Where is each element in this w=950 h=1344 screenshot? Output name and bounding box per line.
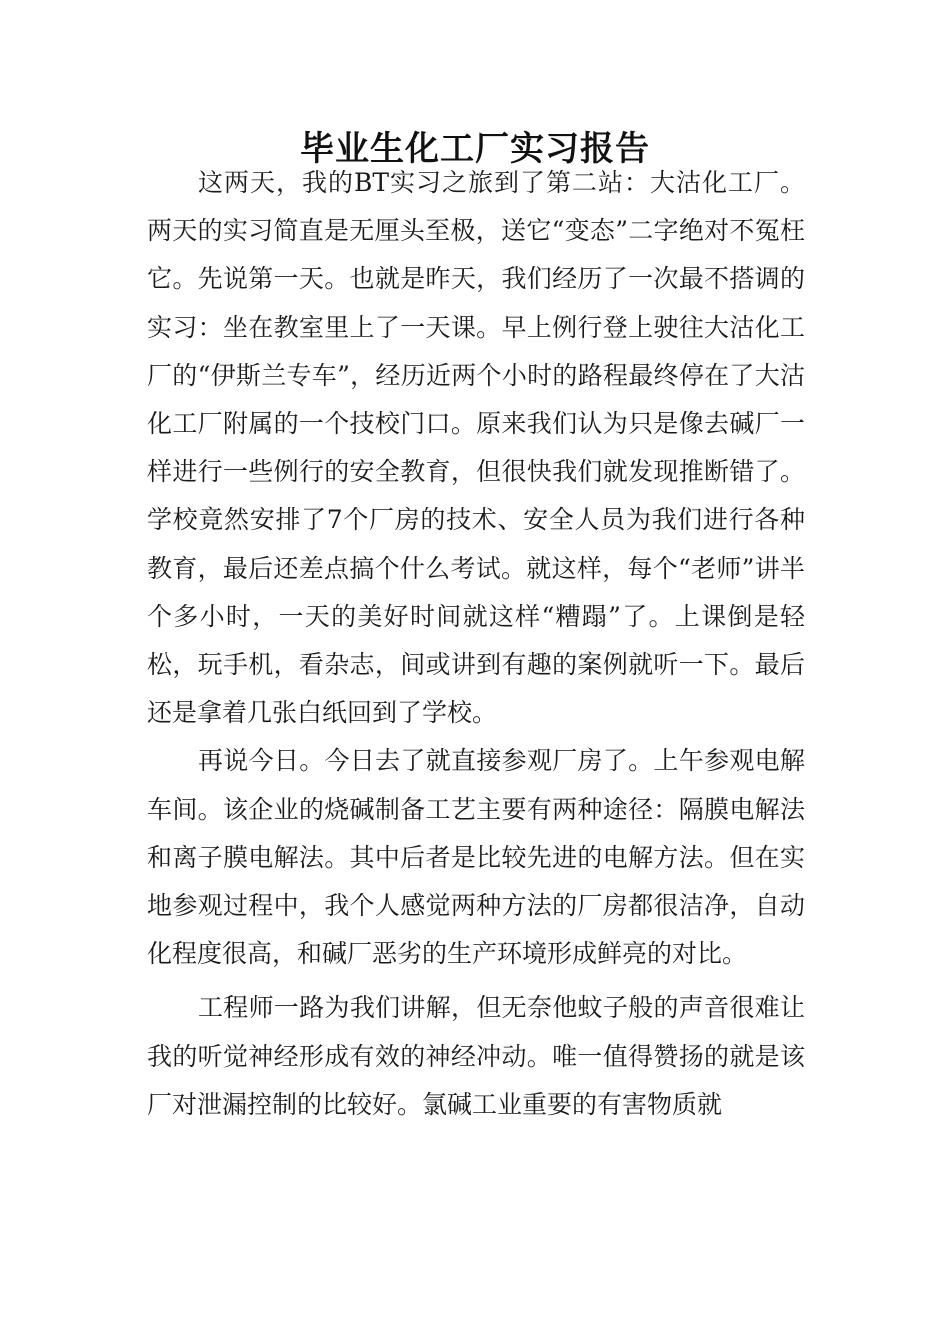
paragraph: 这两天，我的BT实习之旅到了第二站：大沽化工厂。两天的实习简直是无厘头至极，送它“变态”二字绝对不冤枉它。先说第一天。也就是昨天，我们经历了一次最不搭调的实习：坐在教室里上了一天课。早上例行登上驶往大沽化工厂的“伊斯兰专车”，经历近两个小时的路程最终停在了大沽化工厂附属的一个技校门口。原来我们认为只是像去碱厂一样进行一些例行的安全教育，但很快我们就发现推断错了。学校竟然安排了7个厂房的技术、安全人员为我们进行各种教育，最后还差点搞个什么考试。就这样，每个“老师”讲半个多小时，一天的美好时间就这样“糟蹋”了。上课倒是轻松，玩手机，看杂志，间或讲到有趣的案例就听一下。最后还是拿着几张白纸回到了学校。 xyxy=(147,168,805,728)
document-body xyxy=(147,150,805,1129)
paragraph: 再说今日。今日去了就直接参观厂房了。上午参观电解车间。该企业的烧碱制备工艺主要有两种途径：隔膜电解法和离子膜电解法。其中后者是比较先进的电解方法。但在实地参观过程中，我个人感觉两种方法的厂房都很洁净，自动化程度很高，和碱厂恶劣的生产环境形成鲜亮的对比。 xyxy=(147,746,805,969)
document-title: 毕业生化工厂实习报告 xyxy=(300,129,650,169)
paragraph: 工程师一路为我们讲解，但无奈他蚊子般的声音很难让我的听觉神经形成有效的神经冲动。唯一值得赞扬的就是该厂对泄漏控制的比较好。氯碱工业重要的有害物质就 xyxy=(147,993,805,1119)
